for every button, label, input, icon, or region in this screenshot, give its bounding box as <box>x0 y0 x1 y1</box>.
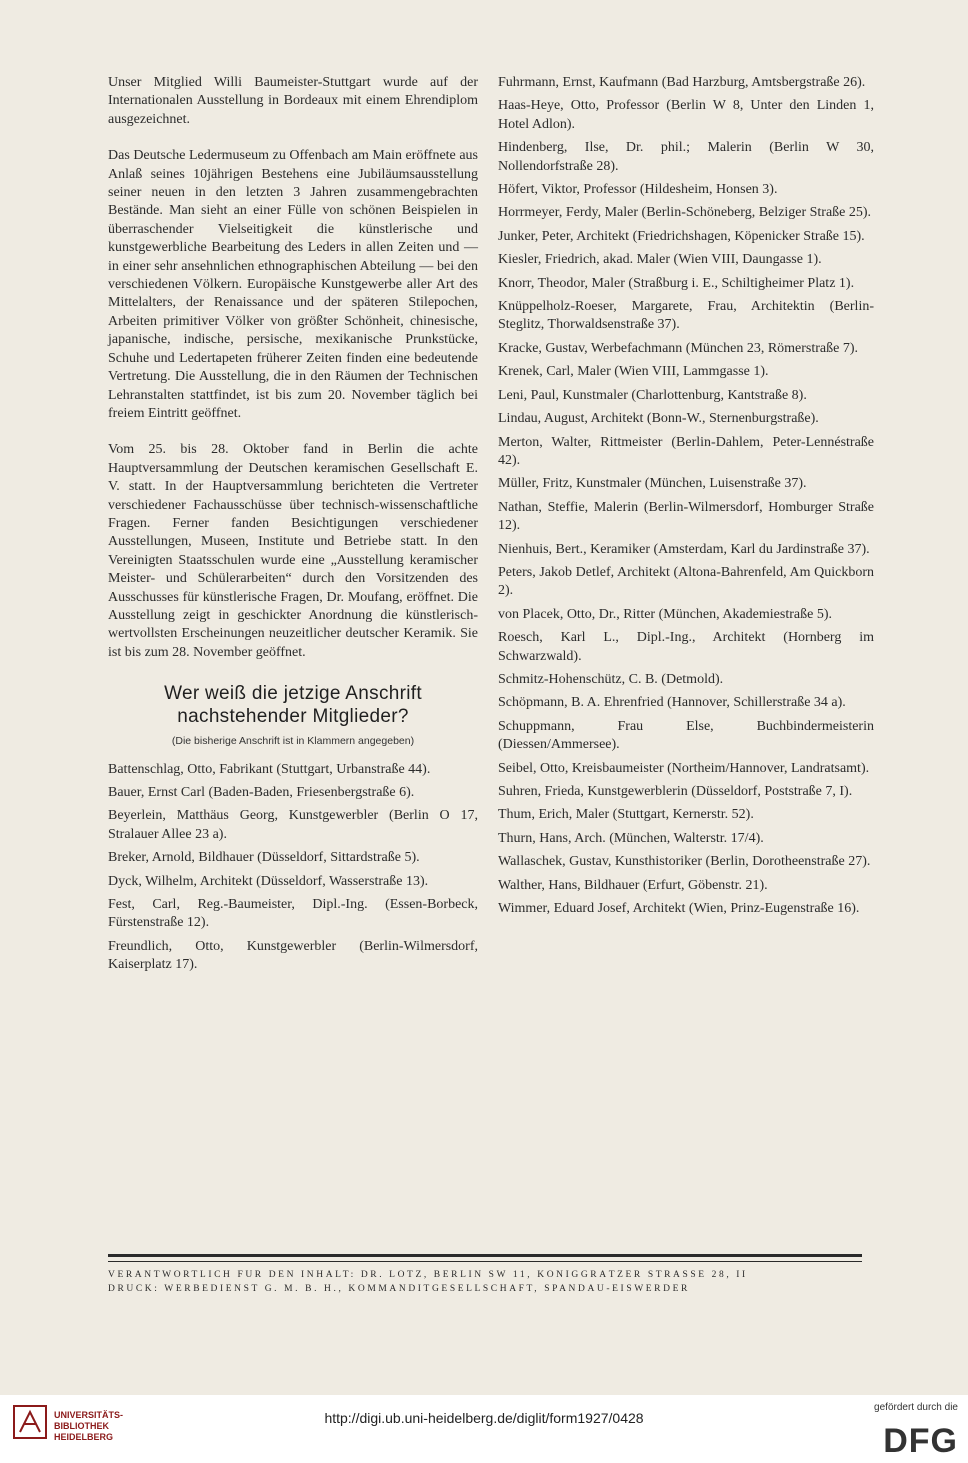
member-entry: von Placek, Otto, Dr., Ritter (München, Akademiestraße 5). <box>498 606 832 622</box>
paragraph-baumeister: Unser Mitglied Willi Baumeister-Stuttgart wurde auf der Internationalen Ausstellung in Bordeaux mit einem Ehrendiplom ausgezeichnet. <box>108 75 478 127</box>
member-entry: Horrmeyer, Ferdy, Maler (Berlin-Schöneberg, Belziger Straße 25). <box>498 205 872 221</box>
member-entry: Breker, Arnold, Bildhauer (Düsseldorf, Sittardstraße 5). <box>108 850 420 866</box>
member-entry: Merton, Walter, Rittmeister (Berlin-Dahlem, Peter-Lennéstraße 42). <box>498 434 874 468</box>
member-entry: Nathan, Steffie, Malerin (Berlin-Wilmersdorf, Homburger Straße 12). <box>498 499 874 534</box>
member-entry: Fest, Carl, Reg.-Baumeister, Dipl.-Ing. (Essen-Borbeck, Fürstenstraße 12). <box>108 897 478 931</box>
member-entry: Knüppelholz-Roeser, Margarete, Frau, Architektin (Berlin-Steglitz, Thorwaldsenstraße 37). <box>498 299 874 333</box>
member-entry: Battenschlag, Otto, Fabrikant (Stuttgart, Urbanstraße 44). <box>108 761 431 777</box>
library-name-line2: BIBLIOTHEK <box>54 1421 109 1431</box>
footer-rule-thick <box>108 1254 862 1257</box>
member-entry: Leni, Paul, Kunstmaler (Charlottenburg, Kantstraße 8). <box>498 387 807 403</box>
library-name-line1: UNIVERSITÄTS- <box>54 1410 124 1420</box>
imprint-line-responsible: VERANTWORTLICH FÜR DEN INHALT: DR. LOTZ, BERLIN SW 11, KÖNIGGRÄTZER STRASSE 28, II <box>108 1270 748 1280</box>
member-entry: Kiesler, Friedrich, akad. Maler (Wien VIII, Daungasse 1). <box>498 252 822 268</box>
permalink-url[interactable]: http://digi.ub.uni-heidelberg.de/diglit/form1927/0428 <box>324 1410 644 1426</box>
member-entry: Hindenberg, Ilse, Dr. phil.; Malerin (Berlin W 30, Nollendorfstraße 28). <box>498 140 874 174</box>
dfg-logo[interactable]: DFG <box>883 1422 958 1460</box>
member-entry: Junker, Peter, Architekt (Friedrichshagen, Köpenicker Straße 15). <box>498 228 865 244</box>
member-entry: Thum, Erich, Maler (Stuttgart, Kernerstr. 52). <box>498 807 754 823</box>
member-entry: Beyerlein, Matthäus Georg, Kunstgewerbler (Berlin O 17, Stralauer Allee 23 a). <box>108 808 478 842</box>
member-entry: Dyck, Wilhelm, Architekt (Düsseldorf, Wasserstraße 13). <box>108 873 429 889</box>
section-heading: Wer weiß die jetzige Anschrift nachstehender Mitglieder? <box>164 683 422 728</box>
member-entry: Fuhrmann, Ernst, Kaufmann (Bad Harzburg, Amtsbergstraße 26). <box>498 75 866 90</box>
member-entry: Walther, Hans, Bildhauer (Erfurt, Göbenstr. 21). <box>498 877 768 893</box>
funding-note: gefördert durch die <box>874 1402 958 1413</box>
footer-rule-thin <box>108 1261 862 1262</box>
member-entry: Wallaschek, Gustav, Kunsthistoriker (Berlin, Dorotheenstraße 27). <box>498 854 871 870</box>
member-entry: Suhren, Frieda, Kunstgewerblerin (Düsseldorf, Poststraße 7, I). <box>498 784 853 799</box>
member-entry: Schöpmann, B. A. Ehrenfried (Hannover, Schillerstraße 34 a). <box>498 695 846 711</box>
member-entry: Knorr, Theodor, Maler (Straßburg i. E., Schiltigheimer Platz 1). <box>498 275 855 291</box>
member-entry: Freundlich, Otto, Kunstgewerbler (Berlin-Wilmersdorf, Kaiserplatz 17). <box>108 938 478 973</box>
paragraph-keramische-gesellschaft: Vom 25. bis 28. Oktober fand in Berlin die achte Hauptversammlung der Deutschen keramischen Gesellschaft E. V. statt. In der Hauptversammlung berichteten die Vertreter verschiedener Fachausschüsse über technisch-wissenschaftliche Fragen. Ferner fanden Besichtigungen verschiedener Ausstellungen, Museen, Institute und Betriebe statt. In den Vereinigten Staatsschulen wurde eine „Ausstellung keramischer Meister- und Schülerarbeiten“ durch den Vorsitzenden des Ausschusses für künstlerische Fragen, Dr. Moufang, eröffnet. Die Ausstellung zeigt in geschickter Anordnung die künstlerisch-wertvollsten Erscheinungen neuzeitlicher deutscher Keramik. Sie ist bis zum 28. November geöffnet. <box>108 442 478 660</box>
member-entry: Haas-Heye, Otto, Professor (Berlin W 8, Unter den Linden 1, Hotel Adlon). <box>498 98 874 132</box>
member-entry: Roesch, Karl L., Dipl.-Ing., Architekt (Hornberg im Schwarzwald). <box>498 630 874 664</box>
member-entry: Seibel, Otto, Kreisbaumeister (Northeim/Hannover, Landratsamt). <box>498 760 870 776</box>
member-entry: Schmitz-Hohenschütz, C. B. (Detmold). <box>498 671 724 687</box>
member-entry: Thurn, Hans, Arch. (München, Walterstr. 17/4). <box>498 830 764 846</box>
member-entry: Peters, Jakob Detlef, Architekt (Altona-Bahrenfeld, Am Quickborn 2). <box>498 564 874 599</box>
member-entry: Lindau, August, Architekt (Bonn-W., Sternenburgstraße). <box>498 411 819 427</box>
member-entry: Höfert, Viktor, Professor (Hildesheim, Honsen 3). <box>498 182 778 198</box>
member-entry: Schuppmann, Frau Else, Buchbindermeisterin (Diessen/Ammersee). <box>498 718 874 753</box>
right-column <box>498 74 874 923</box>
paragraph-ledermuseum: Das Deutsche Ledermuseum zu Offenbach am Main eröffnete aus Anlaß seines 10jährigen Bestehens eine Jubiläumsausstellung seiner neuen in den letzten 3 Jahren zusammengebrachten Bestände. Man sieht an einer Fülle von schönen Beispielen in überraschender Vielseitigkeit die künstlerische und kunstgewerbliche Bearbeitung des Leders in allen Zeiten und — in einer sehr ansehnlichen ethnographischen Abteilung — bei den verschiedenen Völkern. Europäische Kunstgewerbe aller Art des Mittelalters, der Renaissance und der späteren Stilepochen, Arbeiten primitiver Völker von größter Schönheit, chinesische, japanische, indische, persische, mexikanische Prunkstücke, Schuhe und Ledertapeten früherer Zeiten finden eine bedeutende Vertretung. Die Ausstellung, die in den Räumen der Technischen Lehranstalten stattfindet, ist bis zum 20. November täglich bei freiem Eintritt geöffnet. <box>108 148 478 421</box>
library-name-line3: HEIDELBERG <box>54 1432 114 1442</box>
member-entry: Krenek, Carl, Maler (Wien VIII, Lammgasse 1). <box>498 364 769 380</box>
member-entry: Bauer, Ernst Carl (Baden-Baden, Friesenbergstraße 6). <box>108 785 415 800</box>
left-column <box>108 74 478 980</box>
member-entry: Wimmer, Eduard Josef, Architekt (Wien, Prinz-Eugenstraße 16). <box>498 901 860 917</box>
viewer-bar <box>0 1395 968 1463</box>
section-subheading: (Die bisherige Anschrift ist in Klammern angegeben) <box>171 735 415 748</box>
member-entry: Müller, Fritz, Kunstmaler (München, Luisenstraße 37). <box>498 476 807 492</box>
imprint-line-printer: DRUCK: WERBEDIENST G. M. B. H., KOMMANDITGESELLSCHAFT, SPANDAU-EISWERDER <box>108 1284 690 1294</box>
member-entry: Nienhuis, Bert., Keramiker (Amsterdam, Karl du Jardinstraße 37). <box>498 541 870 557</box>
member-entry: Kracke, Gustav, Werbefachmann (München 23, Römerstraße 7). <box>498 340 859 356</box>
